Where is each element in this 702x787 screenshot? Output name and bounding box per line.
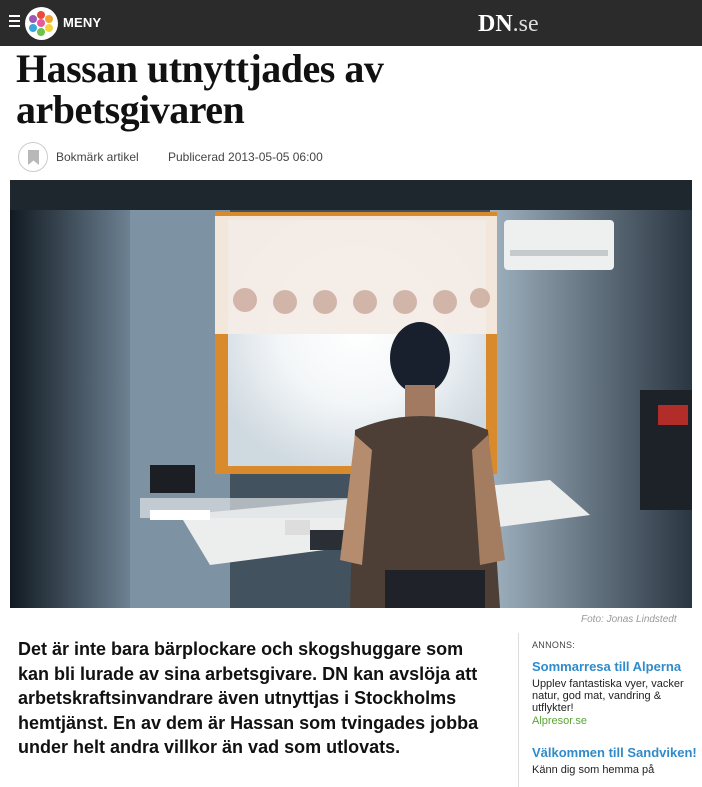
article-photo bbox=[10, 180, 692, 608]
ad-item-text[interactable]: Upplev fantastiska vyer, vacker natur, god mat, vandring & utflykter! bbox=[532, 678, 684, 714]
bookmark-label[interactable]: Bokmärk artikel bbox=[56, 150, 139, 164]
ad-item-title[interactable]: Välkommen till Sandviken! bbox=[532, 745, 697, 760]
bookmark-button[interactable] bbox=[18, 142, 48, 172]
hamburger-menu-icon[interactable] bbox=[9, 15, 20, 27]
menu-button[interactable]: MENY bbox=[63, 15, 102, 30]
headline-line-1: Hassan utnyttjades av bbox=[16, 46, 384, 91]
dn-site-logo[interactable] bbox=[478, 11, 539, 38]
headline-line-2: arbetsgivaren bbox=[16, 87, 245, 132]
dn-logo-suffix: .se bbox=[512, 11, 539, 37]
bookmark-icon bbox=[27, 149, 40, 166]
dn-logo-main: DN bbox=[478, 11, 513, 37]
photo-illustration bbox=[10, 180, 692, 608]
photo-caption: Foto: Jonas Lindstedt bbox=[581, 614, 677, 625]
ad-item-text[interactable]: Känn dig som hemma på bbox=[532, 764, 655, 776]
article-headline bbox=[16, 48, 616, 130]
ad-sidebar bbox=[518, 633, 702, 787]
ad-item-link[interactable]: Alpresor.se bbox=[532, 715, 588, 727]
ad-item-title[interactable]: Sommarresa till Alperna bbox=[532, 659, 682, 674]
dn-dots-logo-icon[interactable] bbox=[25, 7, 58, 40]
top-navigation-bar bbox=[0, 0, 702, 46]
published-date: Publicerad 2013-05-05 06:00 bbox=[168, 150, 323, 164]
article-lead: Det är inte bara bärplockare och skogshuggare som kan bli lurade av sina arbetsgivare. DN kan avslöja att arbetskraftsinvandrare även utnyttjas i Stockholms hemtjänst. En av dem är Hassan som tvingades jobba under helt andra villkor än vad som utlovats. bbox=[18, 639, 479, 757]
ad-label: ANNONS: bbox=[532, 640, 576, 650]
